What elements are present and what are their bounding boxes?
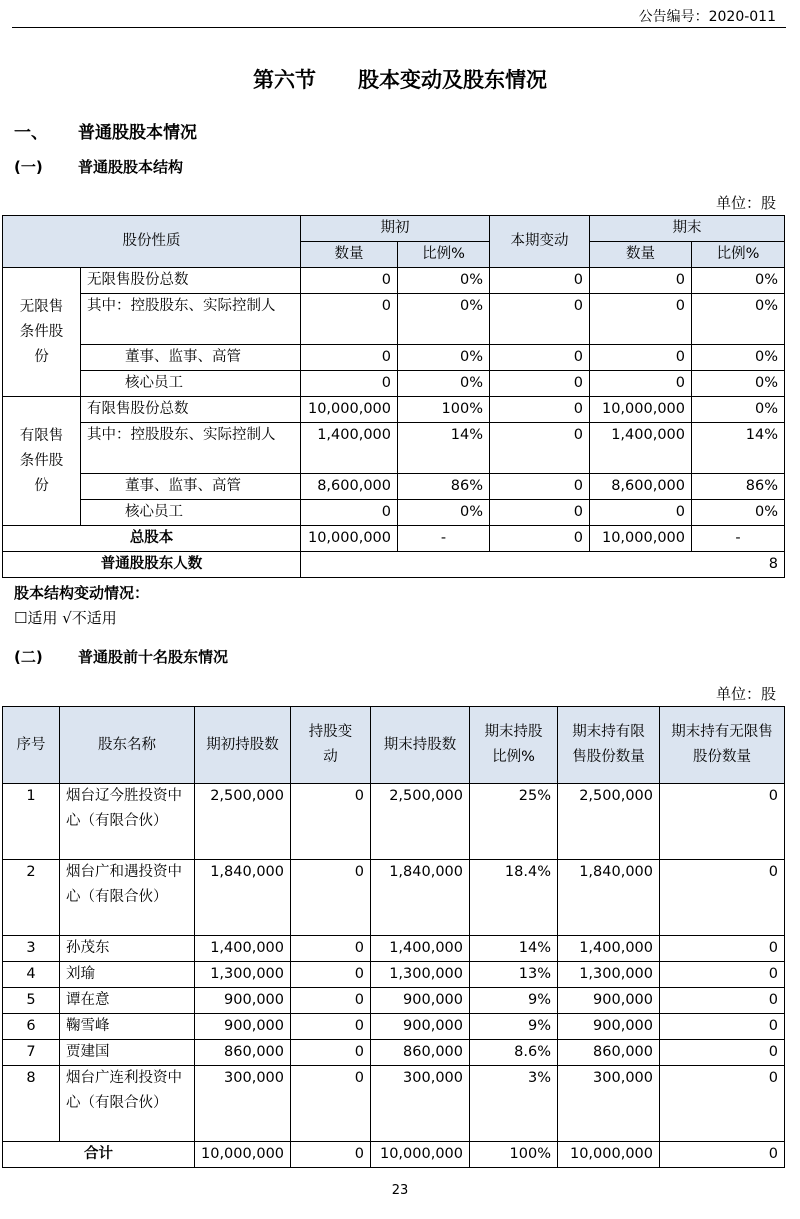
subheading-number: (一) [14,158,43,176]
cell: 100% [470,1142,558,1168]
col-header-ratio: 比例% [398,242,490,268]
cell: 0 [301,294,398,345]
table-row [3,1066,785,1142]
cell: 10,000,000 [195,1142,291,1168]
cell: 900,000 [371,1014,470,1040]
holders-row [3,552,785,578]
cell: 0 [660,988,785,1014]
cell: 0 [291,1066,371,1142]
cell: 14% [470,936,558,962]
cell: 14% [398,423,490,474]
cell: 0 [291,962,371,988]
header-row [3,216,785,242]
cell-name: 烟台广和遇投资中心（有限合伙） [60,860,195,936]
cell: 0% [398,294,490,345]
col-header-restricted: 期末持有限售股份数量 [558,707,660,784]
table-row [3,294,785,345]
cell: 0 [490,526,590,552]
cell: 0% [692,397,785,423]
section-title: 第六节 股本变动及股东情况 [253,68,547,92]
cell-index: 1 [3,784,60,860]
cell: 1,400,000 [590,423,692,474]
header-row [3,707,785,784]
cell: 0 [301,268,398,294]
cell: 2,500,000 [195,784,291,860]
cell: 900,000 [195,988,291,1014]
cell: 1,840,000 [195,860,291,936]
cell: 0 [660,962,785,988]
cell: 0 [291,784,371,860]
subheading-top-holders [14,646,228,667]
cell: 86% [692,474,785,500]
subheading-structure [14,156,183,177]
cell: 0 [660,936,785,962]
cell: 0 [291,860,371,936]
cell-name: 烟台辽今胜投资中心（有限合伙） [60,784,195,860]
row-label: 其中：控股股东、实际控制人 [81,294,301,345]
header-rule [12,27,786,28]
table-row [3,397,785,423]
cell: 1,300,000 [371,962,470,988]
cell-index: 2 [3,860,60,936]
share-structure-table [2,215,785,578]
cell: 900,000 [558,988,660,1014]
cell: 0% [692,371,785,397]
cell: 300,000 [371,1066,470,1142]
table-row [3,474,785,500]
cell-index: 6 [3,1014,60,1040]
cell-name: 贾建国 [60,1040,195,1066]
cell-index: 8 [3,1066,60,1142]
cell: 0 [660,1142,785,1168]
cell: 8,600,000 [301,474,398,500]
cell: 0 [590,500,692,526]
applicable-checkbox: ☐适用 √不适用 [14,609,117,627]
unit-label: 单位：股 [715,685,776,703]
table-row [3,784,785,860]
subheading-label: 普通股股本结构 [78,158,184,176]
cell: 0 [291,988,371,1014]
col-header-qty: 数量 [301,242,398,268]
group-unrestricted: 无限售条件股份 [3,268,81,397]
cell: 1,840,000 [371,860,470,936]
cell: 2,500,000 [371,784,470,860]
cell: 0% [692,268,785,294]
cell: 900,000 [371,988,470,1014]
cell-name: 烟台广连利投资中心（有限合伙） [60,1066,195,1142]
cell: 0 [291,936,371,962]
cell: 900,000 [195,1014,291,1040]
change-note: 股本结构变动情况： [14,584,150,602]
cell: 0 [301,500,398,526]
cell: 10,000,000 [301,526,398,552]
top-holders-table [2,706,785,1168]
cell: 10,000,000 [590,397,692,423]
cell: 0 [291,1142,371,1168]
col-header-nature: 股份性质 [3,216,301,268]
cell: 0 [660,860,785,936]
cell: 0 [490,268,590,294]
col-header-begin: 期初 [301,216,490,242]
cell: 860,000 [558,1040,660,1066]
cell: 0 [490,500,590,526]
unit-label: 单位：股 [715,194,776,212]
col-header-end: 期末 [590,216,785,242]
cell: 10,000,000 [301,397,398,423]
col-header-unrestricted: 期末持有无限售股份数量 [660,707,785,784]
cell: 0 [590,371,692,397]
cell: 0 [660,1066,785,1142]
cell: 0 [490,294,590,345]
col-header-index: 序号 [3,707,60,784]
total-label: 总股本 [3,526,301,552]
table-row [3,268,785,294]
cell-index: 7 [3,1040,60,1066]
cell: 0 [490,474,590,500]
table-row [3,1040,785,1066]
table-row [3,936,785,962]
cell: 9% [470,1014,558,1040]
cell: 0% [692,345,785,371]
cell: 0 [660,1040,785,1066]
total-row [3,526,785,552]
table-row [3,345,785,371]
cell: 0 [660,784,785,860]
cell-name: 鞠雪峰 [60,1014,195,1040]
cell: 0 [660,1014,785,1040]
col-header-end-ratio: 期末持股比例% [470,707,558,784]
holders-value: 8 [301,552,785,578]
heading-number: 一、 [14,123,48,143]
row-label: 无限售股份总数 [81,268,301,294]
cell: 0% [398,500,490,526]
total-row [3,1142,785,1168]
cell: 100% [398,397,490,423]
cell: 10,000,000 [371,1142,470,1168]
cell: 0 [590,268,692,294]
cell: 0% [692,294,785,345]
page-number: 23 [391,1183,409,1198]
cell: 8,600,000 [590,474,692,500]
cell: 0 [291,1014,371,1040]
table-row [3,962,785,988]
cell: 1,400,000 [301,423,398,474]
cell: 1,300,000 [195,962,291,988]
cell: 0% [692,500,785,526]
row-label: 董事、监事、高管 [81,345,301,371]
cell: 1,300,000 [558,962,660,988]
cell: 0% [398,345,490,371]
row-label: 有限售股份总数 [81,397,301,423]
col-header-end-shares: 期末持股数 [371,707,470,784]
holders-label: 普通股股东人数 [3,552,301,578]
total-label: 合计 [3,1142,195,1168]
col-header-begin-shares: 期初持股数 [195,707,291,784]
col-header-change: 本期变动 [490,216,590,268]
cell: 300,000 [195,1066,291,1142]
cell: 1,400,000 [195,936,291,962]
cell: 0 [490,345,590,371]
row-label: 其中：控股股东、实际控制人 [81,423,301,474]
subheading-number: (二) [14,648,43,666]
col-header-name: 股东名称 [60,707,195,784]
cell: 25% [470,784,558,860]
cell: 0 [490,397,590,423]
cell: 10,000,000 [590,526,692,552]
cell-index: 4 [3,962,60,988]
cell: 14% [692,423,785,474]
cell: 18.4% [470,860,558,936]
cell: 10,000,000 [558,1142,660,1168]
cell: 1,400,000 [558,936,660,962]
cell: 300,000 [558,1066,660,1142]
table-row [3,423,785,474]
cell: 860,000 [371,1040,470,1066]
cell: 0 [490,423,590,474]
group-restricted: 有限售条件股份 [3,397,81,526]
cell-index: 5 [3,988,60,1014]
cell: 0% [398,371,490,397]
col-header-qty: 数量 [590,242,692,268]
row-label: 董事、监事、高管 [81,474,301,500]
cell: 0 [590,345,692,371]
cell: 0 [301,371,398,397]
subheading-label: 普通股前十名股东情况 [78,648,229,666]
cell: 13% [470,962,558,988]
table-row [3,500,785,526]
col-header-change: 持股变动 [291,707,371,784]
row-label: 核心员工 [81,500,301,526]
table-row [3,1014,785,1040]
cell-name: 刘瑜 [60,962,195,988]
notice-number: 公告编号：2020-011 [638,9,776,25]
cell: 0 [291,1040,371,1066]
cell: - [398,526,490,552]
table-row [3,988,785,1014]
cell-name: 谭在意 [60,988,195,1014]
cell-name: 孙茂东 [60,936,195,962]
cell-index: 3 [3,936,60,962]
cell: 860,000 [195,1040,291,1066]
heading-common-stock [14,118,197,143]
cell: 8.6% [470,1040,558,1066]
cell: 9% [470,988,558,1014]
col-header-ratio: 比例% [692,242,785,268]
row-label: 核心员工 [81,371,301,397]
cell: 0 [301,345,398,371]
cell: 3% [470,1066,558,1142]
cell: 0% [398,268,490,294]
cell: - [692,526,785,552]
table-row [3,371,785,397]
cell: 86% [398,474,490,500]
table-row [3,860,785,936]
cell: 900,000 [558,1014,660,1040]
heading-label: 普通股股本情况 [78,123,197,143]
cell: 0 [490,371,590,397]
cell: 2,500,000 [558,784,660,860]
cell: 1,840,000 [558,860,660,936]
cell: 0 [590,294,692,345]
cell: 1,400,000 [371,936,470,962]
